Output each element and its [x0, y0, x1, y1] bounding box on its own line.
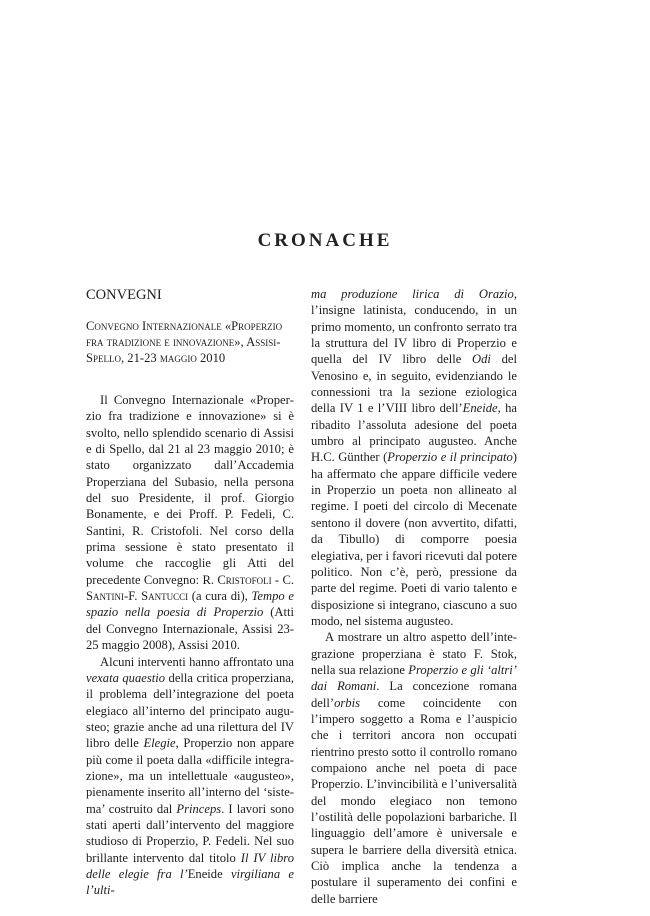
text-run: (a cura di), — [188, 589, 252, 604]
text-run: come coincidente con l’impero soggetto a Roma e l’auspicio che i territori ancora non occupati rientrino presto sotto il controllo romano compaiono anche nel poeta di pace Properzio. L’invincibilità e l’universalità del mondo elegiaco non temono l’ostilità delle popolazioni barbariche. Il linguaggio dell’amore è universale e supera le barriere della diversità etnica. Ciò implica anche la tendenza a postulare il superamento dei confini e delle barriere — [311, 695, 517, 906]
text-run: ) ha affermato che appare difficile vedere in Properzio un poeta non allineato al regime. I poeti del circolo di Mecenate sentono il dovere (non avvertito, difatti, da Tibullo) di comporre poesia elegiativa, per i favori ricevuti dal potere politico. Non c’è, però, pressione da parte del regime. Poeti di vario talento e disposizione si integrano, ciascuno a suo modo, nel sistema augusteo. — [311, 450, 517, 628]
text-run: Alcuni interventi hanno affrontato una — [100, 654, 294, 669]
paragraph-3 — [311, 286, 517, 629]
paragraph-2 — [86, 654, 294, 899]
section-heading: CONVEGNI — [86, 287, 162, 303]
text-run: del Venosino e, in seguito, evidenziando le connessioni tra la sezione eziologica della IV 1 e l’VIII libro dell’ — [311, 352, 517, 416]
talk-title: Il IV libro delle elegie fra l’ — [86, 850, 294, 881]
author-name: Cristofoli — [217, 572, 272, 587]
work-title: Eneide — [462, 401, 498, 416]
text-run: . I lavori sono stati aperti dall’intervento del maggiore studioso di Properzio, P. Fedeli. Nel suo brillante intervento dal titolo — [86, 801, 294, 865]
text-run: -F. — [124, 589, 142, 604]
left-column — [86, 286, 294, 899]
text-run: , ha ribadito l’assoluta adesione del poeta umbro al principato augusteo. Anche H.C. Günther ( — [311, 401, 518, 465]
right-column — [311, 286, 517, 907]
work-title: Odi — [472, 352, 491, 367]
page-title: CRONACHE — [257, 230, 393, 251]
author-name: Santucci — [141, 589, 189, 604]
paragraph-1 — [86, 392, 294, 654]
italic-term: orbis — [334, 695, 360, 710]
text-run: A mostrare un altro aspetto dell’integrazione properziana è stato F. Stok, nella sua relazione — [311, 630, 517, 677]
event-title: Convegno Internazionale «Properzio fra tradizione e innovazione», Assisi-Spello, 21-23 maggio 2010 — [86, 319, 283, 365]
text-run: . La concezione romana dell’ — [311, 679, 517, 710]
work-title: Elegie — [143, 736, 176, 751]
author-name: Santini — [86, 589, 124, 604]
text-run: , l’insigne latinista, conducendo, in un primo momento, un confronto serrato tra la struttura del IV libro di Properzio e quella del IV libro delle — [311, 287, 517, 367]
book-title: Tempo e spazio nella poesia di Properzio — [86, 589, 294, 620]
italic-phrase: Princeps — [176, 801, 222, 816]
text-run: Il Convegno Internazionale «Properzio fra tradizione e innovazione» si è svolto, nello splendido scenario di Assisi e di Spello, dal 21 al 23 maggio 2010; è stato organizzato dall’Accademia Properziana del Subasio, nella persona del suo Presidente, il prof. Giorgio Bonamente, e dei Proff. P. Fedeli, C. Santini, R. Cristofoli. Nel corso della prima sessione è stato presentato il volume che raccoglie gli Atti del precedente Convegno: R. — [86, 393, 294, 587]
text-run: - C. — [271, 572, 294, 587]
italic-phrase: vexata quaestio — [86, 670, 166, 685]
talk-title: Properzio e gli ‘altri’ dai Romani — [311, 662, 517, 694]
talk-title: virgiliana e l’ulti- — [86, 866, 295, 898]
text-run: della critica properziana, il problema dell’integrazione del poeta elegiaco all’interno del principato augusteo; grazie anche ad una rilettura del IV libro delle — [86, 670, 294, 751]
paragraph-4 — [311, 629, 517, 907]
work-title: Eneide — [187, 866, 223, 881]
text-run: (Atti del Convegno Internazionale, Assisi 23-25 maggio 2008), Assisi 2010. — [86, 605, 294, 653]
text-run: , Properzio non appare più come il poeta dalla «difficile integrazione», ma un intellettuale «augusteo», pienamente inserito all’interno del ‘sistema’ costruito dal — [86, 736, 294, 816]
talk-title: ma produzione lirica di Orazio — [311, 287, 514, 301]
talk-title: Properzio e il principato — [387, 450, 513, 465]
